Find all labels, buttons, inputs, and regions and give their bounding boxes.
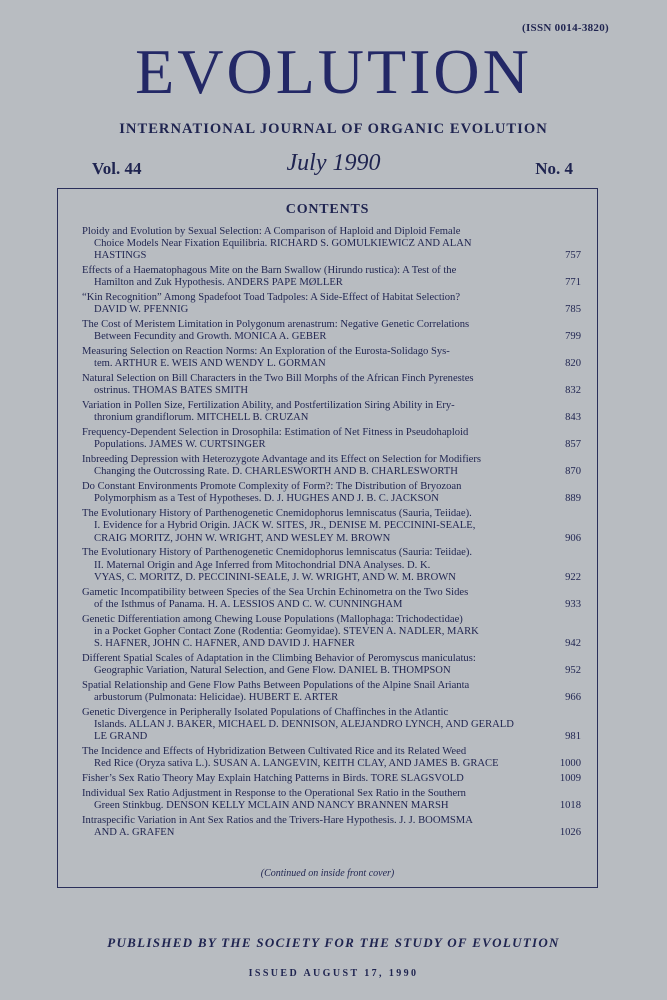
toc-entry xyxy=(82,707,579,744)
publisher-line: PUBLISHED BY THE SOCIETY FOR THE STUDY OF EVOLUTION xyxy=(107,935,560,950)
toc-page-number: 832 xyxy=(565,385,581,397)
toc-page-number: 889 xyxy=(565,493,581,505)
toc-entry-line: S. HAFNER, JOHN C. HAFNER, AND DAVID J. HAFNER xyxy=(94,638,355,650)
toc-entry xyxy=(82,292,579,316)
volume-label: Vol. 44 xyxy=(92,159,142,178)
toc-entry xyxy=(82,400,579,424)
toc-page-number: 966 xyxy=(565,692,581,704)
toc-page-number: 933 xyxy=(565,598,581,610)
toc-entry-line: LE GRAND xyxy=(94,731,148,743)
toc-page-number: 981 xyxy=(565,731,581,743)
toc-entry-line: I. Evidence for a Hybrid Origin. JACK W. SITES, JR., DENISE M. PECCININI-SEALE, xyxy=(94,520,476,532)
toc-entry-line: Geographic Variation, Natural Selection, and Gene Flow. DANIEL B. THOMPSON xyxy=(94,665,451,677)
toc-entry-line: “Kin Recognition” Among Spadefoot Toad Tadpoles: A Side-Effect of Habitat Selection? xyxy=(82,292,461,304)
toc-entry xyxy=(82,614,579,651)
toc-entry-line: Fisher’s Sex Ratio Theory May Explain Hatching Patterns in Birds. TORE SLAGSVOLD xyxy=(82,773,464,785)
toc-page-number: 906 xyxy=(565,532,581,544)
toc-entry-line: Intraspecific Variation in Ant Sex Ratios and the Trivers-Hare Hypothesis. J. J. BOOMSMA xyxy=(82,814,473,826)
toc-entry-line: The Evolutionary History of Parthenogenetic Cnemidophorus lemniscatus (Sauria, Teiidae). xyxy=(82,508,472,520)
toc-entry xyxy=(82,265,579,289)
toc-entry-line: The Evolutionary History of Parthenogenetic Cnemidophorus lemniscatus (Sauria: Teiidae). xyxy=(82,547,473,559)
toc-entry xyxy=(82,746,579,770)
journal-subtitle: INTERNATIONAL JOURNAL OF ORGANIC EVOLUTION xyxy=(119,121,548,137)
toc-entry xyxy=(82,653,579,677)
toc-entry-line: Red Rice (Oryza sativa L.). SUSAN A. LANGEVIN, KEITH CLAY, AND JAMES B. GRACE xyxy=(94,758,499,770)
toc-entry-line: Islands. ALLAN J. BAKER, MICHAEL D. DENNISON, ALEJANDRO LYNCH, AND GERALD xyxy=(94,719,514,731)
toc-entry-line: Frequency-Dependent Selection in Drosophila: Estimation of Net Fitness in Pseudohaploid xyxy=(82,427,469,439)
toc-entry xyxy=(82,454,579,478)
toc-page-number: 820 xyxy=(565,358,581,370)
toc-entry-line: Between Fecundity and Growth. MONICA A. GEBER xyxy=(94,331,327,343)
toc-entry xyxy=(82,788,579,812)
issue-number: No. 4 xyxy=(535,159,573,178)
toc-page-number: 870 xyxy=(565,466,581,478)
journal-title: EVOLUTION xyxy=(135,36,532,107)
toc-entry-line: Genetic Divergence in Peripherally Isolated Populations of Chaffinches in the Atlantic xyxy=(82,706,449,718)
toc-entry-line: thronium grandiflorum. MITCHELL B. CRUZAN xyxy=(94,412,309,424)
toc-page-number: 843 xyxy=(565,412,581,424)
toc-entry-line: tem. ARTHUR E. WEIS AND WENDY L. GORMAN xyxy=(94,358,326,370)
toc-entry xyxy=(82,815,579,839)
toc-entry-line: Measuring Selection on Reaction Norms: An Exploration of the Eurosta-Solidago Sys- xyxy=(82,346,450,358)
toc-entry-line: The Incidence and Effects of Hybridization Between Cultivated Rice and its Related Weed xyxy=(82,746,467,758)
toc-page-number: 1009 xyxy=(559,773,581,785)
toc-entry-line: Hamilton and Zuk Hypothesis. ANDERS PAPE MØLLER xyxy=(94,277,343,289)
toc-entry-line: Spatial Relationship and Gene Flow Paths Between Populations of the Alpine Snail Arianta xyxy=(82,679,470,691)
toc-entry-line: DAVID W. PFENNIG xyxy=(94,304,189,316)
toc-entry-line: Genetic Differentiation among Chewing Louse Populations (Mallophaga: Trichodectidae) xyxy=(82,613,463,625)
toc-entry-line: Different Spatial Scales of Adaptation in the Climbing Behavior of Peromyscus maniculatus: xyxy=(82,652,476,664)
toc-page-number: 1026 xyxy=(559,827,581,839)
toc-entry-line: Variation in Pollen Size, Fertilization Ability, and Postfertilization Siring Ability in Ery- xyxy=(82,400,455,412)
toc-page-number: 922 xyxy=(565,571,581,583)
toc-entry-line: Inbreeding Depression with Heterozygote Advantage and its Effect on Selection for Modifiers xyxy=(82,454,482,466)
toc-page-number: 1000 xyxy=(559,758,581,770)
toc-page-number: 942 xyxy=(565,638,581,650)
toc-entry-line: Populations. JAMES W. CURTSINGER xyxy=(94,439,266,451)
toc-page-number: 785 xyxy=(565,304,581,316)
toc-entry-line: arbustorum (Pulmonata: Helicidae). HUBERT E. ARTER xyxy=(94,692,339,704)
toc-entry-line: in a Pocket Gopher Contact Zone (Rodentia: Geomyidae). STEVEN A. NADLER, MARK xyxy=(94,625,479,637)
toc-entry-line: Effects of a Haematophagous Mite on the Barn Swallow (Hirundo rustica): A Test of the xyxy=(82,265,457,277)
toc-entry-line: VYAS, C. MORITZ, D. PECCININI-SEALE, J. W. WRIGHT, AND W. M. BROWN xyxy=(94,571,456,583)
toc-entry xyxy=(82,773,579,785)
toc-entry-line: AND A. GRAFEN xyxy=(94,827,175,839)
toc-entry xyxy=(82,587,579,611)
issue-date: July 1990 xyxy=(286,150,381,176)
contents-heading: CONTENTS xyxy=(285,202,370,217)
table-of-contents xyxy=(82,226,579,842)
toc-entry xyxy=(82,319,579,343)
toc-entry-line: Green Stinkbug. DENSON KELLY MCLAIN AND NANCY BRANNEN MARSH xyxy=(94,800,449,812)
toc-entry-line: Individual Sex Ratio Adjustment in Response to the Operational Sex Ratio in the Southern xyxy=(82,787,466,799)
toc-entry xyxy=(82,427,579,451)
toc-entry xyxy=(82,508,579,545)
toc-entry-line: Polymorphism as a Test of Hypotheses. D. J. HUGHES AND J. B. C. JACKSON xyxy=(94,493,439,505)
toc-entry xyxy=(82,481,579,505)
toc-entry-line: Ploidy and Evolution by Sexual Selection: A Comparison of Haploid and Diploid Female xyxy=(82,226,461,237)
toc-entry-line: The Cost of Meristem Limitation in Polygonum arenastrum: Negative Genetic Correlations xyxy=(82,319,470,331)
toc-entry-line: HASTINGS xyxy=(94,250,147,262)
toc-entry-line: Changing the Outcrossing Rate. D. CHARLESWORTH AND B. CHARLESWORTH xyxy=(94,466,458,478)
toc-entry-line: Gametic Incompatibility between Species of the Sea Urchin Echinometra on the Two Sides xyxy=(82,586,469,598)
toc-entry-line: CRAIG MORITZ, JOHN W. WRIGHT, AND WESLEY M. BROWN xyxy=(94,532,391,544)
toc-entry-line: ostrinus. THOMAS BATES SMITH xyxy=(94,385,249,397)
toc-page-number: 952 xyxy=(565,665,581,677)
toc-entry-line: Natural Selection on Bill Characters in the Two Bill Morphs of the African Finch Pyrenestes xyxy=(82,373,474,385)
toc-page-number: 1018 xyxy=(559,800,581,812)
toc-entry-line: II. Maternal Origin and Age Inferred from Mitochondrial DNA Analyses. D. K. xyxy=(94,559,431,571)
toc-page-number: 857 xyxy=(565,439,581,451)
toc-entry-line: of the Isthmus of Panama. H. A. LESSIOS AND C. W. CUNNINGHAM xyxy=(94,598,403,610)
toc-entry xyxy=(82,547,579,584)
toc-entry xyxy=(82,680,579,704)
contents-box xyxy=(57,188,598,888)
toc-page-number: 799 xyxy=(565,331,581,343)
toc-entry-line: Do Constant Environments Promote Complexity of Form?: The Distribution of Bryozoan xyxy=(82,481,462,493)
toc-entry xyxy=(82,373,579,397)
toc-entry-line: Choice Models Near Fixation Equilibria. RICHARD S. GOMULKIEWICZ AND ALAN xyxy=(94,238,472,250)
continued-note: (Continued on inside front cover) xyxy=(260,868,395,879)
toc-page-number: 771 xyxy=(565,277,581,289)
issn-label: (ISSN 0014-3820) xyxy=(522,22,609,34)
toc-entry xyxy=(82,346,579,370)
toc-entry xyxy=(82,226,579,263)
issued-date: ISSUED AUGUST 17, 1990 xyxy=(248,968,419,979)
toc-page-number: 757 xyxy=(565,250,581,262)
